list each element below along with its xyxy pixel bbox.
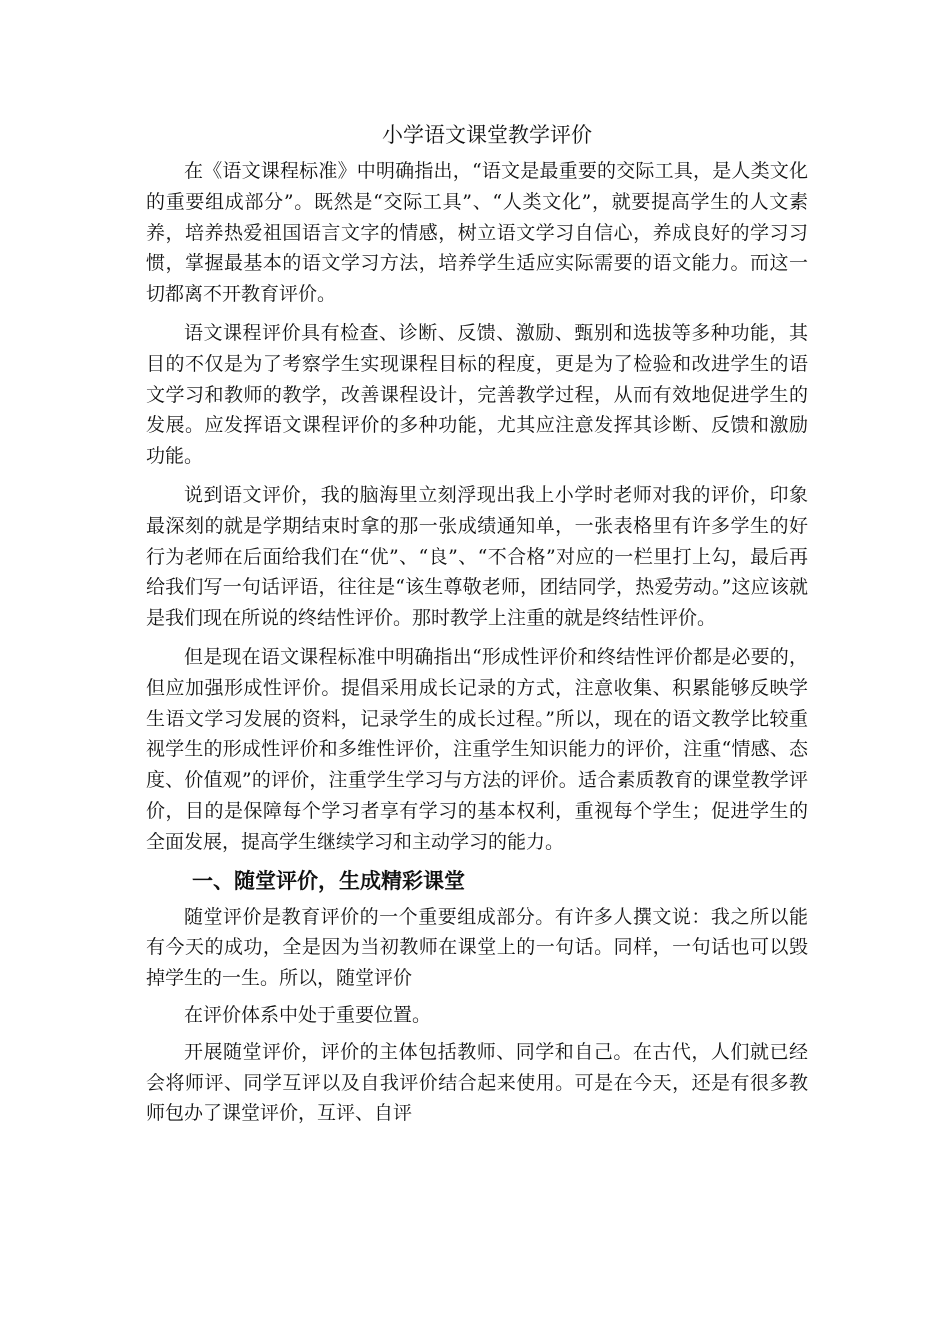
paragraph-4: 但是现在语文课程标准中明确指出“形成性评价和终结性评价都是必要的，但应加强形成性评价。提倡采用成长记录的方式，注意收集、积累能够反映学生语文学习发展的资料，记录学生的成长过程。”所以，现在的语文教学比较重视学生的形成性评价和多维性评价，注重学生知识能力的评价，注重“情感、态度、价值观”的评价，注重学生学习与方法的评价。适合素质教育的课堂教学评价，目的是保障每个学习者享有学习的基本权利，重视每个学生；促进学生的全面发展，提高学生继续学习和主动学习的能力。 (146, 645, 808, 853)
paragraph-3: 说到语文评价，我的脑海里立刻浮现出我上小学时老师对我的评价，印象最深刻的就是学期结束时拿的那一张成绩通知单，一张表格里有许多学生的好行为老师在后面给我们在“优”、“良”、“不合格”对应的一栏里打上勾，最后再给我们写一句话评语，往往是“该生尊敬老师，团结同学，热爱劳动。”这应该就是我们现在所说的终结性评价。那时教学上注重的就是终结性评价。 (146, 483, 808, 630)
paragraph-2: 语文课程评价具有检查、诊断、反馈、激励、甄别和选拔等多种功能，其目的不仅是为了考察学生实现课程目标的程度，更是为了检验和改进学生的语文学习和教师的教学，改善课程设计，完善教学过程，从而有效地促进学生的发展。应发挥语文课程评价的多种功能，尤其应注意发挥其诊断、反馈和激励功能。 (146, 321, 808, 468)
paragraph-1: 在《语文课程标准》中明确指出，“语文是最重要的交际工具，是人类文化的重要组成部分”。既然是“交际工具”、“人类文化”，就要提高学生的人文素养，培养热爱祖国语言文字的情感，树立语文学习自信心，养成良好的学习习惯，掌握最基本的语文学习方法，培养学生适应实际需要的语文能力。而这一切都离不开教育评价。 (146, 160, 808, 306)
document-title: 小学语文课堂教学评价 (382, 123, 592, 147)
section1-paragraph-1: 随堂评价是教育评价的一个重要组成部分。有许多人撰文说：我之所以能有今天的成功，全是因为当初教师在课堂上的一句话。同样，一句话也可以毁掉学生的一生。所以，随堂评价 (146, 905, 808, 990)
section-heading-1: 一、随堂评价，生成精彩课堂 (192, 868, 465, 893)
section1-paragraph-2: 在评价体系中处于重要位置。 (184, 1003, 432, 1026)
document-body (146, 120, 808, 1137)
section1-paragraph-3: 开展随堂评价，评价的主体包括教师、同学和自己。在古代，人们就已经会将师评、同学互评以及自我评价结合起来使用。可是在今天，还是有很多教师包办了课堂评价，互评、自评 (146, 1040, 808, 1125)
